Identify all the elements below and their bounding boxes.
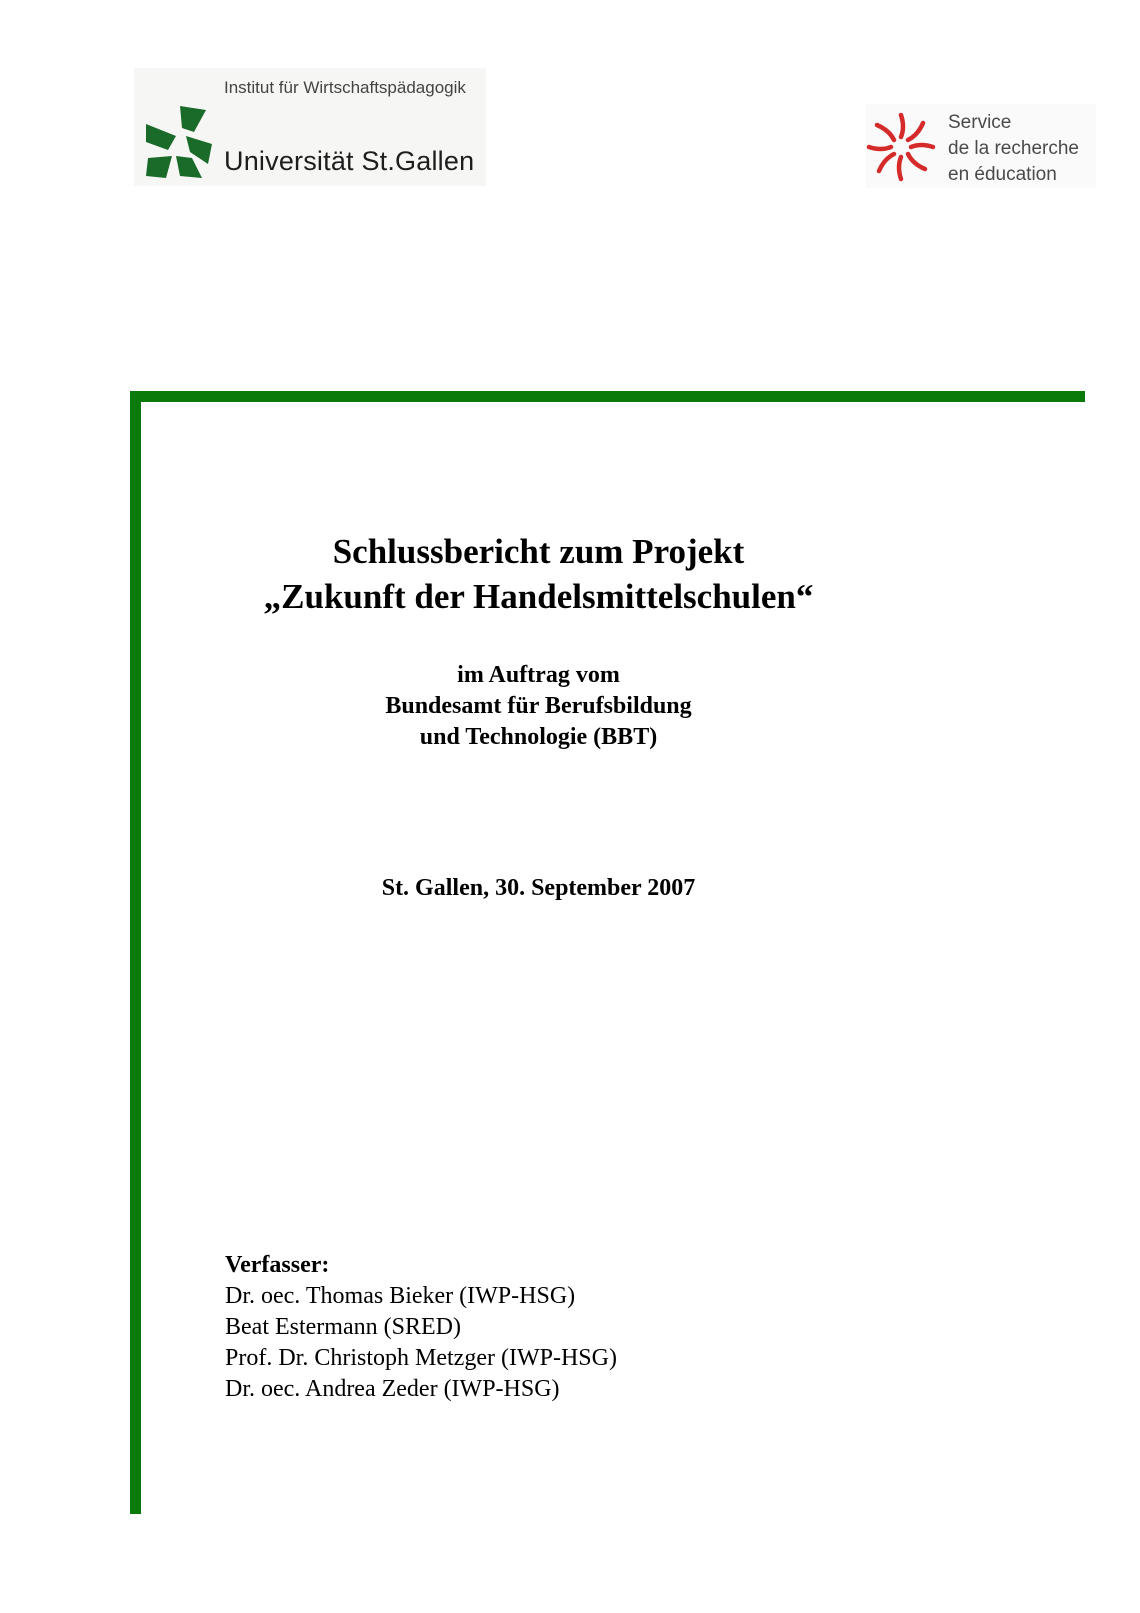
authors-heading: Verfasser: [225,1252,330,1278]
university-name: Universität St.Gallen [224,146,475,176]
sred-line-recherche: de la recherche [948,138,1079,159]
author-item: Beat Estermann (SRED) [225,1314,461,1340]
author-item: Dr. oec. Thomas Bieker (IWP-HSG) [225,1283,576,1309]
commission-line2: Bundesamt für Berufsbildung [385,693,692,719]
sred-line-service: Service [948,112,1012,133]
sred-line-education: en éducation [948,164,1057,185]
report-title-line1: Schlussbericht zum Projekt [332,532,745,571]
sred-name [948,110,1079,188]
place-date: St. Gallen, 30. September 2007 [381,875,696,901]
hsg-logo [134,68,486,186]
authors-block [225,1250,617,1405]
report-title-line2: „Zukunft der Handelsmittelschulen“ [263,577,814,616]
green-frame-top [130,391,1085,402]
sred-sunburst-icon [866,112,936,182]
green-frame-left [130,391,141,1514]
author-item: Dr. oec. Andrea Zeder (IWP-HSG) [225,1376,560,1402]
hsg-figure-icon [146,106,212,178]
author-item: Prof. Dr. Christoph Metzger (IWP-HSG) [225,1345,617,1371]
commission-line3: und Technologie (BBT) [419,724,658,750]
institute-name: Institut für Wirtschaftspädagogik [224,78,466,97]
commission-line1: im Auftrag vom [457,662,620,688]
sred-logo [866,104,1096,188]
